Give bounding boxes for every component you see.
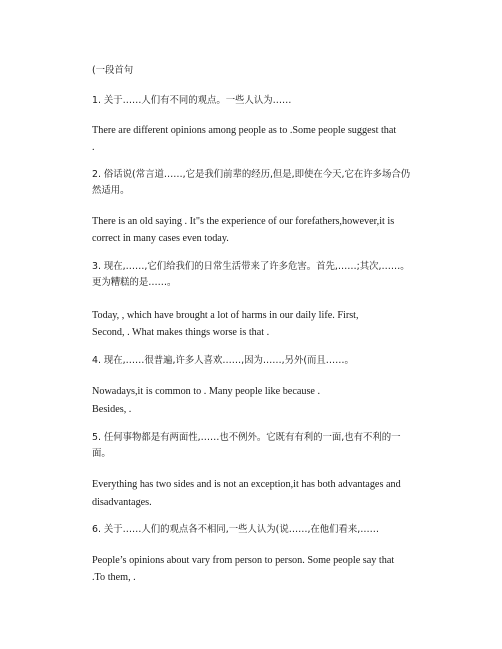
- item-6-english-line-2: .To them, .: [92, 572, 136, 583]
- item-1-english-line-2: .: [92, 142, 95, 153]
- item-3-chinese-line-2: 更为糟糕的是……。: [92, 277, 177, 288]
- item-6-chinese-line-1: 6. 关于……人们的观点各不相同,一些人认为(说……,在他们看来,……: [92, 524, 380, 535]
- item-5-english-line-2: disadvantages.: [92, 497, 152, 508]
- item-3-chinese-line-1: 3. 现在,……,它们给我们的日常生活带来了许多危害。首先,……;其次,……。: [92, 261, 410, 272]
- item-3-english-line-2: Second, . What makes things worse is that .: [92, 327, 270, 338]
- item-5-chinese-line-2: 面。: [92, 448, 111, 459]
- item-6-english-line-1: People’s opinions about vary from person to person. Some people say that: [92, 555, 395, 566]
- item-5-english-line-1: Everything has two sides and is not an exception,it has both advantages and: [92, 479, 401, 490]
- item-3-english-line-1: Today, , which have brought a lot of harms in our daily life. First,: [92, 310, 359, 321]
- item-2-english-line-1: There is an old saying . It"s the experience of our forefathers,however,it is: [92, 216, 395, 227]
- item-2-english-line-2: correct in many cases even today.: [92, 233, 229, 244]
- item-5-chinese-line-1: 5. 任何事物都是有两面性,……也不例外。它既有有利的一面,也有不利的一: [92, 432, 401, 443]
- section-heading: (一段首句: [92, 65, 134, 76]
- item-4-english-line-1: Nowadays,it is common to . Many people like because .: [92, 386, 321, 397]
- item-4-chinese-line-1: 4. 现在,……很普遍,许多人喜欢……,因为……,另外(而且……。: [92, 355, 354, 366]
- item-1-english-line-1: There are different opinions among people as to .Some people suggest that: [92, 125, 397, 136]
- item-1-chinese-line-1: 1. 关于……人们有不同的观点。一些人认为……: [92, 95, 292, 106]
- item-2-chinese-line-2: 然适用。: [92, 185, 130, 196]
- item-4-english-line-2: Besides, .: [92, 404, 132, 415]
- item-2-chinese-line-1: 2. 俗话说(常言道……,它是我们前辈的经历,但是,即使在今天,它在许多场合仍: [92, 169, 411, 180]
